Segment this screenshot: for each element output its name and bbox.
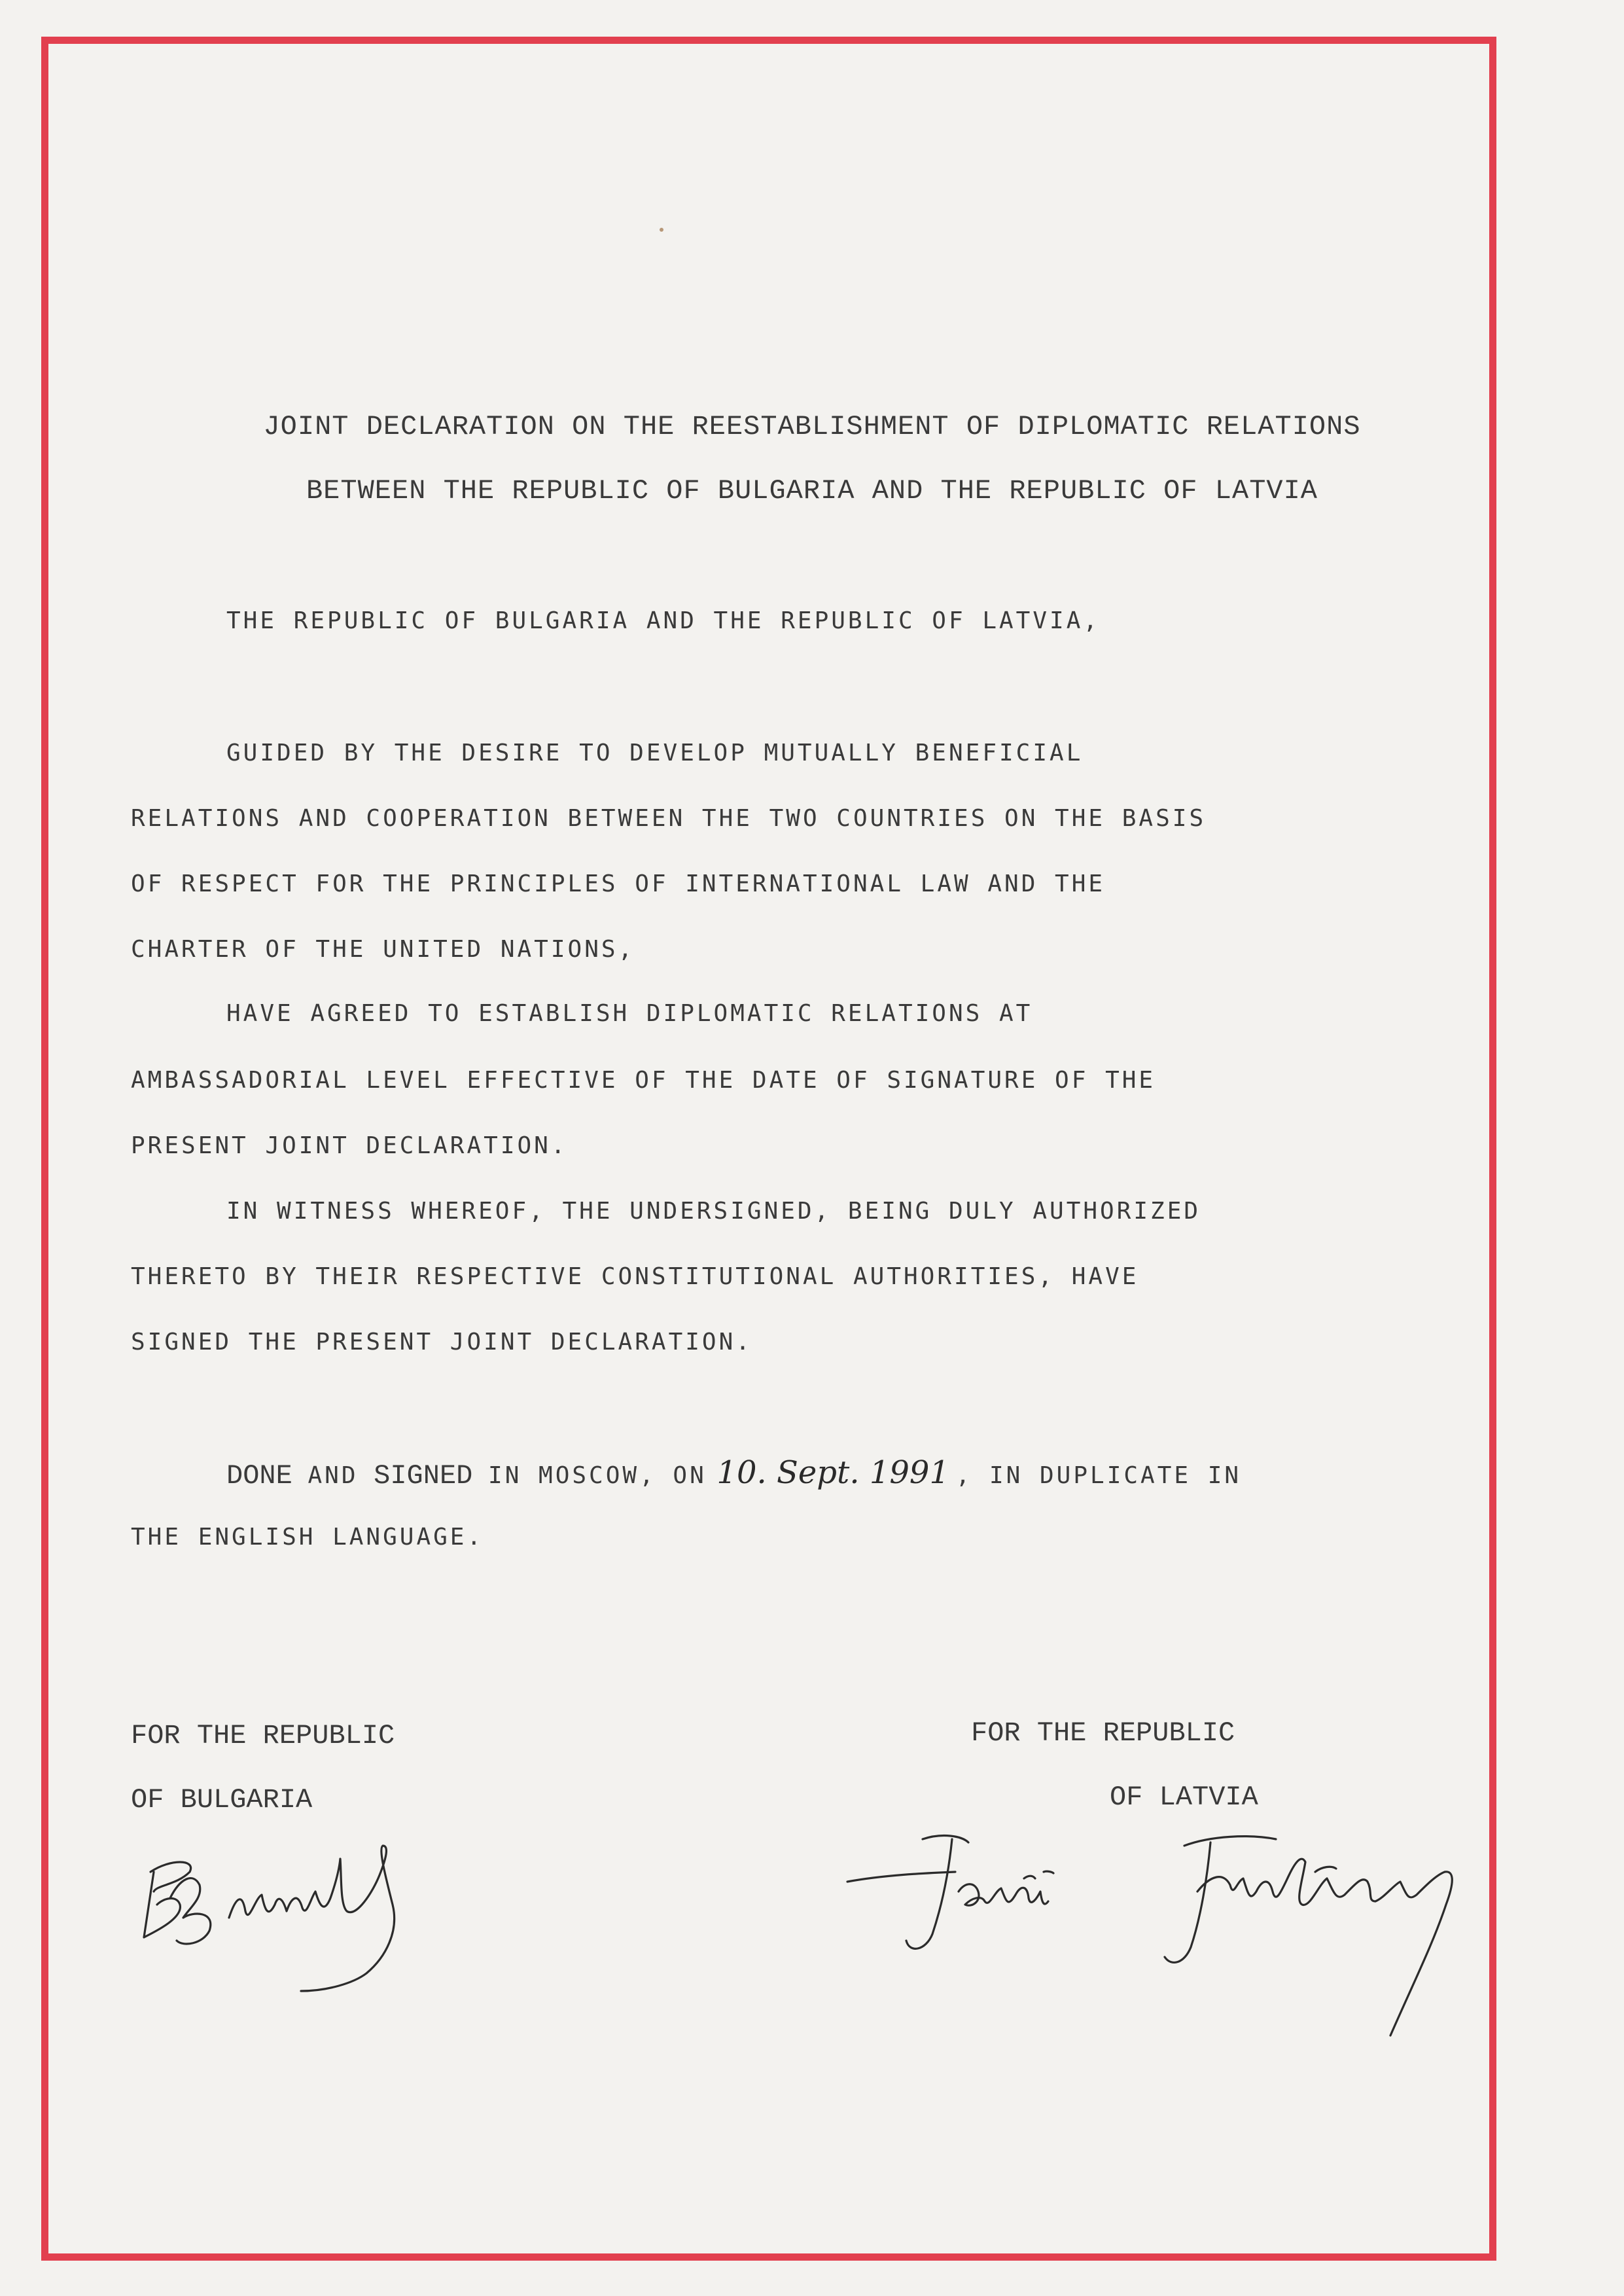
bulgaria-signature: [131, 1820, 523, 1996]
preamble: THE REPUBLIC OF BULGARIA AND THE REPUBLIC OF LATVIA,: [226, 607, 1101, 634]
done-line-1: [226, 1454, 1241, 1492]
handwritten-date: 10. Sept. 1991: [716, 1454, 949, 1491]
title-line-1-text: JOINT DECLARATION ON THE REESTABLISHMENT OF DIPLOMATIC RELATIONS: [263, 411, 1361, 442]
done-word: DONE: [226, 1460, 292, 1492]
in-duplicate: , IN DUPLICATE IN: [955, 1462, 1242, 1489]
title-line-2: [0, 475, 1624, 507]
paragraph-2-line-1: HAVE AGREED TO ESTABLISH DIPLOMATIC RELATIONS AT: [226, 1000, 1033, 1027]
bulgaria-signatory-line-2: OF BULGARIA: [131, 1784, 313, 1816]
title-line-2-text: BETWEEN THE REPUBLIC OF BULGARIA AND THE REPUBLIC OF LATVIA: [306, 475, 1318, 507]
paragraph-1-line-3: OF RESPECT FOR THE PRINCIPLES OF INTERNATIONAL LAW AND THE: [131, 870, 1106, 897]
paragraph-2-line-3: PRESENT JOINT DECLARATION.: [131, 1132, 568, 1159]
signed-word: SIGNED: [374, 1460, 473, 1492]
and-word: AND: [308, 1462, 359, 1489]
paragraph-3-line-2: THERETO BY THEIR RESPECTIVE CONSTITUTIONAL AUTHORITIES, HAVE: [131, 1263, 1139, 1290]
latvia-signatory-line-2: OF LATVIA: [1110, 1782, 1258, 1813]
in-moscow-on: IN MOSCOW, ON: [488, 1462, 707, 1489]
paragraph-1-line-1: GUIDED BY THE DESIRE TO DEVELOP MUTUALLY BENEFICIAL: [226, 740, 1084, 766]
paragraph-1-line-4: CHARTER OF THE UNITED NATIONS,: [131, 936, 635, 963]
latvia-signatory-line-1: FOR THE REPUBLIC: [971, 1717, 1235, 1749]
paragraph-3-line-1: IN WITNESS WHEREOF, THE UNDERSIGNED, BEING DULY AUTHORIZED: [226, 1198, 1201, 1225]
paragraph-2-line-2: AMBASSADORIAL LEVEL EFFECTIVE OF THE DATE OF SIGNATURE OF THE: [131, 1067, 1156, 1094]
latvia-signature: [844, 1820, 1505, 2055]
title-line-1: [0, 411, 1624, 442]
paragraph-1-line-2: RELATIONS AND COOPERATION BETWEEN THE TWO COUNTRIES ON THE BASIS: [131, 805, 1207, 832]
paper-speck: [660, 228, 663, 232]
done-line-2: THE ENGLISH LANGUAGE.: [131, 1524, 484, 1551]
bulgaria-signatory-line-1: FOR THE REPUBLIC: [131, 1720, 395, 1751]
paragraph-3-line-3: SIGNED THE PRESENT JOINT DECLARATION.: [131, 1329, 752, 1355]
